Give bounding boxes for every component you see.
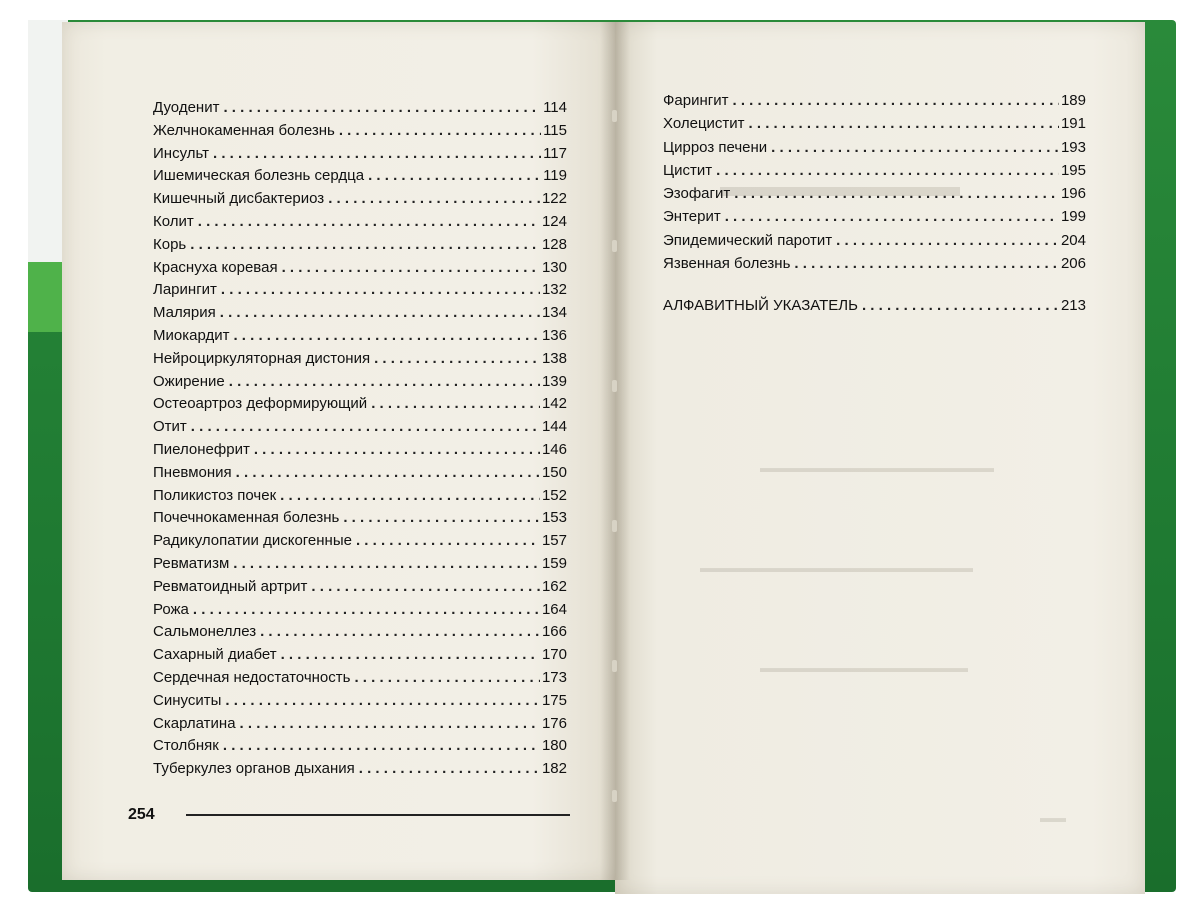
toc-entry-page: 138: [541, 349, 567, 367]
leader-dots: [725, 205, 1059, 228]
toc-entry-page: 159: [541, 554, 567, 572]
leader-dots: [233, 553, 540, 576]
toc-entry-page: 173: [541, 668, 567, 686]
toc-entry-title: Эзофагит: [663, 185, 731, 203]
leader-dots: [836, 229, 1059, 252]
leader-dots: [260, 621, 540, 644]
show-through-texture: ▬▬▬▬▬▬▬▬: [720, 170, 960, 203]
toc-entry-page: 206: [1060, 255, 1086, 273]
leader-dots: [281, 644, 540, 667]
toc-entry[interactable]: [153, 393, 567, 416]
toc-entry-page: 182: [541, 760, 567, 778]
toc-entry-page: 199: [1060, 208, 1086, 226]
leader-dots: [354, 667, 540, 690]
leader-dots: [732, 89, 1058, 112]
toc-entry-title: Ожирение: [153, 372, 225, 390]
toc-entry-title: Желчнокаменная болезнь: [153, 121, 335, 139]
toc-entry[interactable]: [153, 644, 567, 667]
toc-entry-title: Скарлатина: [153, 714, 236, 732]
leader-dots: [225, 690, 540, 713]
toc-entry-page: 153: [541, 509, 567, 527]
toc-entry-title: Цистит: [663, 161, 713, 179]
leader-dots: [229, 371, 540, 394]
leader-dots: [254, 439, 540, 462]
toc-entry-title: Колит: [153, 212, 194, 230]
toc-entry-page: 176: [541, 714, 567, 732]
toc-entry[interactable]: [153, 462, 567, 485]
toc-entry[interactable]: [153, 302, 567, 325]
toc-entry-title: Сердечная недостаточность: [153, 668, 351, 686]
toc-entry[interactable]: [153, 257, 567, 280]
leader-dots: [734, 182, 1059, 205]
binding-stitch: [612, 240, 617, 252]
toc-entry[interactable]: [153, 621, 567, 644]
toc-entry-title: Рожа: [153, 600, 189, 618]
toc-entry-title: Поликистоз почек: [153, 486, 277, 504]
leader-dots: [193, 599, 540, 622]
toc-entry-page: 170: [541, 646, 567, 664]
toc-entry-title: Краснуха коревая: [153, 258, 278, 276]
leader-dots: [213, 143, 541, 166]
toc-entry-page: 128: [541, 235, 567, 253]
toc-entry[interactable]: [153, 576, 567, 599]
toc-entry-title: Язвенная болезнь: [663, 255, 791, 273]
toc-entry[interactable]: [153, 211, 567, 234]
show-through-texture: ▬▬▬▬▬▬▬▬▬▬▬▬▬▬▬▬▬▬: [760, 460, 994, 475]
toc-entry-page: 142: [541, 395, 567, 413]
toc-entry[interactable]: [153, 690, 567, 713]
page-number: 254: [128, 806, 155, 823]
leader-dots: [280, 485, 540, 508]
toc-entry[interactable]: [153, 758, 567, 781]
toc-entry[interactable]: [153, 485, 567, 508]
leader-dots: [343, 507, 540, 530]
toc-entry[interactable]: [663, 89, 1086, 112]
leader-dots: [716, 159, 1059, 182]
toc-entry-page: 175: [541, 691, 567, 709]
leader-dots: [191, 416, 540, 439]
toc-entry-title: Отит: [153, 418, 187, 436]
leader-dots: [190, 234, 540, 257]
toc-entry-title: Фарингит: [663, 92, 729, 109]
leader-dots: [749, 112, 1059, 135]
leader-dots: [240, 713, 540, 736]
leader-dots: [359, 758, 540, 781]
toc-entry-title: Ларингит: [153, 281, 217, 299]
toc-entry[interactable]: [153, 348, 567, 371]
toc-entry-title: Малярия: [153, 304, 216, 322]
toc-entry[interactable]: [153, 325, 567, 348]
index-title: АЛФАВИТНЫЙ УКАЗАТЕЛЬ: [663, 297, 858, 314]
leader-dots: [771, 136, 1059, 159]
leader-dots: [371, 393, 540, 416]
toc-entry[interactable]: [153, 439, 567, 462]
leader-dots: [236, 462, 540, 485]
show-through-texture: ▬▬: [1040, 810, 1066, 825]
leader-dots: [223, 735, 540, 758]
toc-entry-page: 164: [541, 600, 567, 618]
toc-right-list: [663, 89, 1086, 275]
toc-entry[interactable]: [153, 165, 567, 188]
leader-dots: [794, 252, 1059, 275]
leader-dots: [233, 325, 540, 348]
binding-stitch: [612, 520, 617, 532]
toc-entry-page: 136: [541, 326, 567, 344]
leader-dots: [198, 211, 540, 234]
toc-entry-title: Ревматоидный артрит: [153, 577, 308, 595]
toc-entry[interactable]: [663, 182, 1086, 205]
toc-entry-page: 204: [1060, 231, 1086, 249]
leader-dots: [339, 120, 541, 143]
toc-entry[interactable]: [153, 667, 567, 690]
toc-entry[interactable]: [153, 599, 567, 622]
toc-entry-title: Синуситы: [153, 691, 222, 709]
toc-entry[interactable]: [663, 252, 1086, 275]
toc-entry-title: Пиелонефрит: [153, 440, 250, 458]
toc-entry-page: 195: [1060, 161, 1086, 179]
toc-entry-page: 152: [541, 486, 567, 504]
toc-entry-title: Сальмонеллез: [153, 623, 257, 641]
toc-entry[interactable]: [663, 112, 1086, 135]
toc-entry-page: 157: [541, 532, 567, 550]
leader-dots: [328, 188, 540, 211]
index-entry[interactable]: [663, 295, 1086, 317]
toc-entry-title: Сахарный диабет: [153, 646, 277, 664]
toc-entry-page: 189: [1060, 92, 1086, 109]
index-page: 213: [1060, 297, 1086, 314]
toc-entry-title: Ишемическая болезнь сердца: [153, 167, 365, 185]
toc-entry[interactable]: [153, 735, 567, 758]
toc-entry-page: 144: [541, 418, 567, 436]
leader-dots: [282, 257, 540, 280]
toc-entry[interactable]: [663, 205, 1086, 228]
toc-entry[interactable]: [663, 229, 1086, 252]
toc-entry[interactable]: [153, 530, 567, 553]
toc-entry[interactable]: [153, 371, 567, 394]
toc-entry-page: 166: [541, 623, 567, 641]
toc-entry-page: 150: [541, 463, 567, 481]
toc-entry[interactable]: [153, 143, 567, 166]
toc-entry-page: 162: [541, 577, 567, 595]
leader-dots: [311, 576, 540, 599]
toc-entry-page: 193: [1060, 138, 1086, 156]
toc-entry-title: Дуоденит: [153, 99, 220, 116]
leader-dots: [223, 97, 541, 120]
toc-entry-title: Остеоартроз деформирующий: [153, 395, 368, 413]
binding-stitch: [612, 660, 617, 672]
toc-entry-title: Корь: [153, 235, 187, 253]
toc-entry-title: Нейроциркуляторная дистония: [153, 349, 371, 367]
toc-entry[interactable]: [153, 713, 567, 736]
toc-entry-page: 196: [1060, 185, 1086, 203]
leader-dots: [374, 348, 540, 371]
toc-entry-page: 115: [543, 121, 567, 139]
toc-entry[interactable]: [663, 159, 1086, 182]
toc-entry[interactable]: [153, 97, 567, 120]
toc-entry[interactable]: [153, 416, 567, 439]
leader-dots: [356, 530, 540, 553]
toc-entry[interactable]: [153, 120, 567, 143]
leader-dots: [220, 302, 540, 325]
toc-entry-page: 117: [543, 144, 567, 162]
toc-entry-title: Энтерит: [663, 208, 721, 226]
toc-entry[interactable]: [153, 553, 567, 576]
toc-entry[interactable]: [153, 279, 567, 302]
footer-rule: [186, 814, 570, 816]
leader-dots: [862, 295, 1059, 317]
toc-entry-title: Почечнокаменная болезнь: [153, 509, 340, 527]
toc-entry-title: Столбняк: [153, 737, 219, 755]
leader-dots: [221, 279, 540, 302]
toc-entry-page: 146: [541, 440, 567, 458]
show-through-texture: ▬▬▬▬▬▬▬▬▬▬▬▬▬▬▬▬: [760, 660, 968, 675]
toc-entry-title: Холецистит: [663, 115, 745, 133]
toc-entry-title: Пневмония: [153, 463, 232, 481]
leader-dots: [368, 165, 541, 188]
toc-entry-page: 134: [541, 304, 567, 322]
toc-entry-page: 124: [541, 212, 567, 230]
book-spine: [600, 22, 630, 880]
toc-entry[interactable]: [153, 234, 567, 257]
toc-entry-page: 132: [541, 281, 567, 299]
toc-entry-title: Цирроз печени: [663, 138, 768, 156]
toc-entry-title: Ревматизм: [153, 554, 230, 572]
toc-entry-page: 119: [543, 167, 567, 185]
toc-entry-title: Инсульт: [153, 144, 210, 162]
toc-entry-page: 114: [543, 99, 567, 116]
toc-entry[interactable]: [153, 188, 567, 211]
binding-stitch: [612, 110, 617, 122]
toc-entry[interactable]: [663, 136, 1086, 159]
toc-entry-title: Радикулопатии дискогенные: [153, 532, 352, 550]
toc-entry[interactable]: [153, 507, 567, 530]
toc-entry-page: 180: [541, 737, 567, 755]
toc-entry-page: 130: [541, 258, 567, 276]
toc-entry-title: Миокардит: [153, 326, 230, 344]
toc-entry-page: 191: [1060, 115, 1086, 133]
toc-left-list: [153, 97, 567, 781]
toc-entry-page: 139: [541, 372, 567, 390]
toc-entry-page: 122: [541, 190, 567, 208]
toc-entry-title: Кишечный дисбактериоз: [153, 190, 325, 208]
binding-stitch: [612, 790, 617, 802]
show-through-texture: ▬▬▬▬▬▬▬▬▬▬▬▬▬▬▬▬▬▬▬▬▬: [700, 560, 973, 575]
binding-stitch: [612, 380, 617, 392]
toc-entry-title: Туберкулез органов дыхания: [153, 760, 355, 778]
toc-entry-title: Эпидемический паротит: [663, 231, 833, 249]
